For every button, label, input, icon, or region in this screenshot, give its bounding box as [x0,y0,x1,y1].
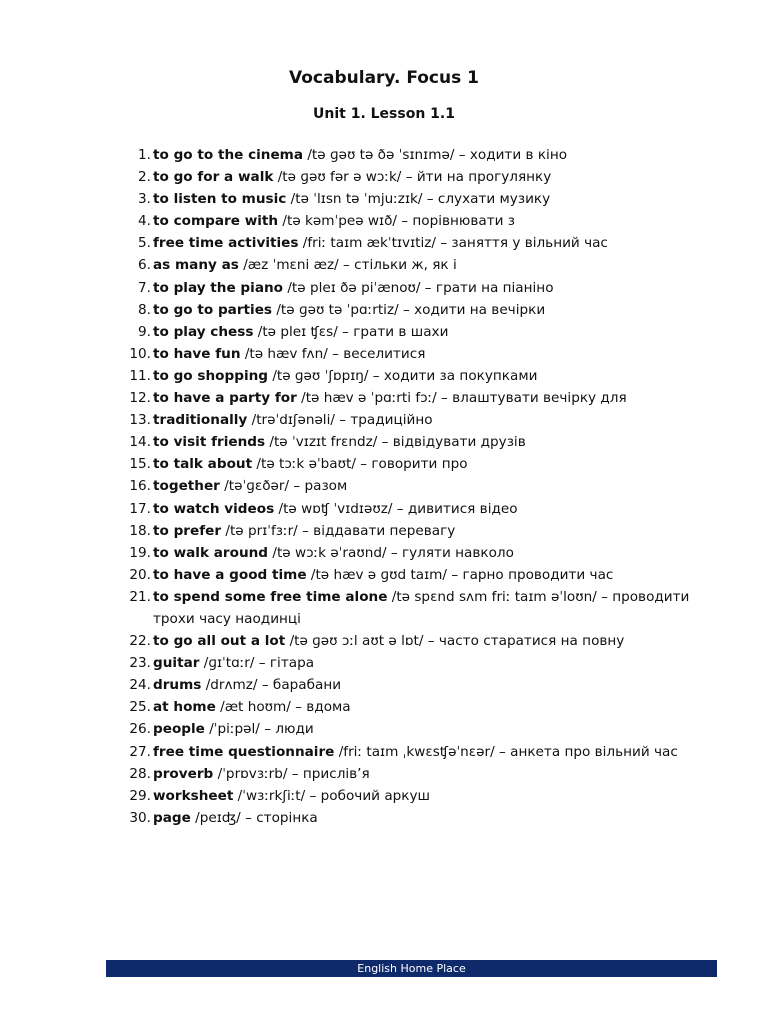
vocab-item [120,299,720,321]
vocab-number: 5. [138,235,151,252]
vocab-number: 14. [129,434,151,451]
vocab-entry [152,343,720,365]
vocab-item [120,652,720,674]
vocab-term: to watch videos [153,500,275,517]
vocab-item [120,696,720,718]
vocab-definition: /trəˈdɪʃənəli/ – традиційно [247,412,433,429]
vocab-number: 11. [129,367,151,384]
vocab-item [120,718,720,740]
vocab-definition: /tə spɛnd sʌm friː taɪm əˈloʊn/ – проводити трохи часу наодинці [153,588,690,627]
vocab-definition: /ɡɪˈtɑːr/ – гітара [199,655,315,672]
vocab-item [120,674,720,696]
vocab-item [120,564,720,586]
vocab-number: 9. [138,323,151,340]
vocab-entry [152,807,720,829]
footer-bar [106,960,717,977]
vocab-number: 1. [138,147,151,163]
vocab-definition: /tə ɡəʊ tə ðə ˈsɪnɪmə/ – ходити в кіно [303,147,568,163]
vocab-number: 13. [129,412,151,429]
footer-text: English Home Place [357,962,466,975]
vocab-entry [152,475,720,497]
vocab-item [120,232,720,254]
vocab-entry [152,630,720,652]
vocab-item [120,254,720,276]
vocab-number: 16. [129,478,151,495]
vocab-term: proverb [153,765,214,782]
vocab-term: page [153,809,191,826]
vocab-term: to prefer [153,522,222,539]
vocab-item [120,166,720,188]
vocab-entry [152,365,720,387]
vocab-entry [152,254,720,276]
vocab-term: worksheet [153,787,234,804]
vocab-item [120,520,720,542]
vocab-item [120,630,720,652]
vocab-term: guitar [153,655,200,672]
vocab-term: at home [153,699,216,716]
vocab-term: to compare with [153,213,279,230]
vocab-definition: /ˈpiːpəl/ – люди [204,721,314,738]
vocab-term: to have fun [153,345,241,362]
vocab-item [120,188,720,210]
vocab-entry [152,763,720,785]
vocab-definition: /friː taɪm ækˈtɪvɪtiz/ – заняття у вільний час [298,235,608,252]
vocab-term: to play chess [153,323,254,340]
vocab-number: 24. [129,677,151,694]
vocab-number: 10. [129,345,151,362]
vocab-item [120,542,720,564]
vocab-entry [152,409,720,431]
vocab-definition: /tə ɡəʊ fər ə wɔːk/ – йти на прогулянку [273,169,552,186]
vocab-item [120,431,720,453]
vocab-term: to play the piano [153,279,284,296]
vocab-number: 15. [129,456,151,473]
vocab-term: free time questionnaire [153,743,335,760]
vocab-term: to go all out a lot [153,633,286,650]
vocab-definition: /æz ˈmɛni æz/ – стільки ж, як і [238,257,457,274]
vocab-item [120,763,720,785]
vocab-number: 30. [129,809,151,826]
vocab-number: 27. [129,743,151,760]
vocab-number: 22. [129,633,151,650]
vocab-definition: /ˈwɜːrkʃiːt/ – робочий аркуш [233,787,430,804]
vocab-definition: /ˈprɒvɜːrb/ – прислів’я [213,765,370,782]
vocab-number: 8. [138,301,151,318]
vocab-term: to listen to music [153,191,287,208]
vocab-term: to visit friends [153,434,266,451]
vocab-item [120,453,720,475]
vocab-number: 25. [129,699,151,716]
vocab-entry [152,321,720,343]
vocab-definition: /tə kəmˈpeə wɪð/ – порівнювати з [278,213,516,230]
vocab-item [120,321,720,343]
vocab-entry [152,299,720,321]
vocab-definition: /tə pleɪ ʧɛs/ – грати в шахи [253,323,449,340]
vocab-number: 21. [129,588,151,605]
vocab-number: 12. [129,390,151,407]
vocab-item [120,365,720,387]
vocab-entry [152,188,720,210]
vocab-definition: /æt hoʊm/ – вдома [215,699,351,716]
vocab-term: to go to parties [153,301,273,318]
vocab-term: to have a party for [153,390,297,407]
vocab-definition: /tə ˈvɪzɪt frɛndz/ – відвідувати друзів [265,434,526,451]
vocab-number: 28. [129,765,151,782]
vocab-definition: /tə hæv ə ˈpɑːrti fɔː/ – влаштувати вечірку для [296,390,627,407]
vocab-term: to talk about [153,456,253,473]
vocab-item [120,387,720,409]
vocab-number: 4. [138,213,151,230]
vocab-definition: /drʌmz/ – барабани [201,677,342,694]
vocab-term: to go to the cinema [153,147,304,163]
vocab-entry [152,520,720,542]
vocab-item [120,785,720,807]
vocab-definition: /tə ɡəʊ tə ˈpɑːrtiz/ – ходити на вечірки [272,301,546,318]
vocab-item [120,409,720,431]
vocab-entry [152,718,720,740]
vocab-item [120,807,720,829]
vocab-number: 2. [138,169,151,186]
vocab-entry [152,277,720,299]
vocab-number: 17. [129,500,151,517]
vocab-entry [152,144,720,166]
vocab-definition: /tə pleɪ ðə piˈænoʊ/ – грати на піаніно [283,279,554,296]
vocab-definition: /tə wɒʧ ˈvɪdɪəʊz/ – дивитися відео [274,500,518,517]
vocab-term: free time activities [153,235,299,252]
vocab-term: to spend some free time alone [153,588,388,605]
vocab-item [120,741,720,763]
vocab-term: drums [153,677,202,694]
vocab-number: 6. [138,257,151,274]
vocab-definition: /tə hæv ə ɡʊd taɪm/ – гарно проводити час [306,566,614,583]
vocab-entry [152,542,720,564]
vocab-number: 23. [129,655,151,672]
vocab-item [120,498,720,520]
vocab-number: 3. [138,191,151,208]
vocab-definition: /tə wɔːk əˈraʊnd/ – гуляти навколо [268,544,514,561]
vocab-item [120,144,720,166]
vocab-term: to have a good time [153,566,307,583]
vocab-item [120,277,720,299]
vocab-item [120,210,720,232]
vocab-entry [152,674,720,696]
vocab-definition: /təˈɡɛðər/ – разом [219,478,348,495]
vocab-item [120,343,720,365]
vocab-definition: /tə prɪˈfɜːr/ – віддавати перевагу [221,522,456,539]
vocab-term: together [153,478,220,495]
vocab-definition: /tə ɡəʊ ɔːl aʊt ə lɒt/ – часто старатися на повну [285,633,625,650]
vocab-number: 29. [129,787,151,804]
vocab-item [120,586,720,630]
vocab-entry [152,785,720,807]
vocab-definition: /tə tɔːk əˈbaʊt/ – говорити про [252,456,468,473]
vocab-number: 19. [129,544,151,561]
vocab-entry [152,453,720,475]
vocab-term: to go shopping [153,367,269,384]
vocab-term: traditionally [153,412,248,429]
vocab-number: 26. [129,721,151,738]
vocab-term: people [153,721,205,738]
vocab-entry [152,652,720,674]
vocab-entry [152,166,720,188]
vocab-number: 18. [129,522,151,539]
document-subtitle: Unit 1. Lesson 1.1 [313,106,455,122]
vocab-term: to go for a walk [153,169,274,186]
vocab-entry [152,696,720,718]
vocab-entry [152,387,720,409]
vocabulary-list [120,144,720,829]
vocab-definition: /friː taɪm ˌkwɛsʧəˈnɛər/ – анкета про вільний час [334,743,678,760]
vocab-entry [152,431,720,453]
vocab-definition: /tə ɡəʊ ˈʃɒpɪŋ/ – ходити за покупками [268,367,538,384]
vocab-entry [152,564,720,586]
document-title: Vocabulary. Focus 1 [289,68,479,88]
vocab-entry [152,586,720,630]
vocab-entry [152,741,720,763]
vocab-term: as many as [153,257,239,274]
vocab-number: 20. [129,566,151,583]
vocab-definition: /tə hæv fʌn/ – веселитися [240,345,426,362]
vocab-item [120,475,720,497]
vocab-entry [152,498,720,520]
vocab-entry [152,232,720,254]
vocab-number: 7. [138,279,151,296]
vocab-definition: /tə ˈlɪsn tə ˈmjuːzɪk/ – слухати музику [286,191,551,208]
vocab-entry [152,210,720,232]
vocab-term: to walk around [153,544,269,561]
vocab-definition: /peɪʤ/ – сторінка [190,809,318,826]
